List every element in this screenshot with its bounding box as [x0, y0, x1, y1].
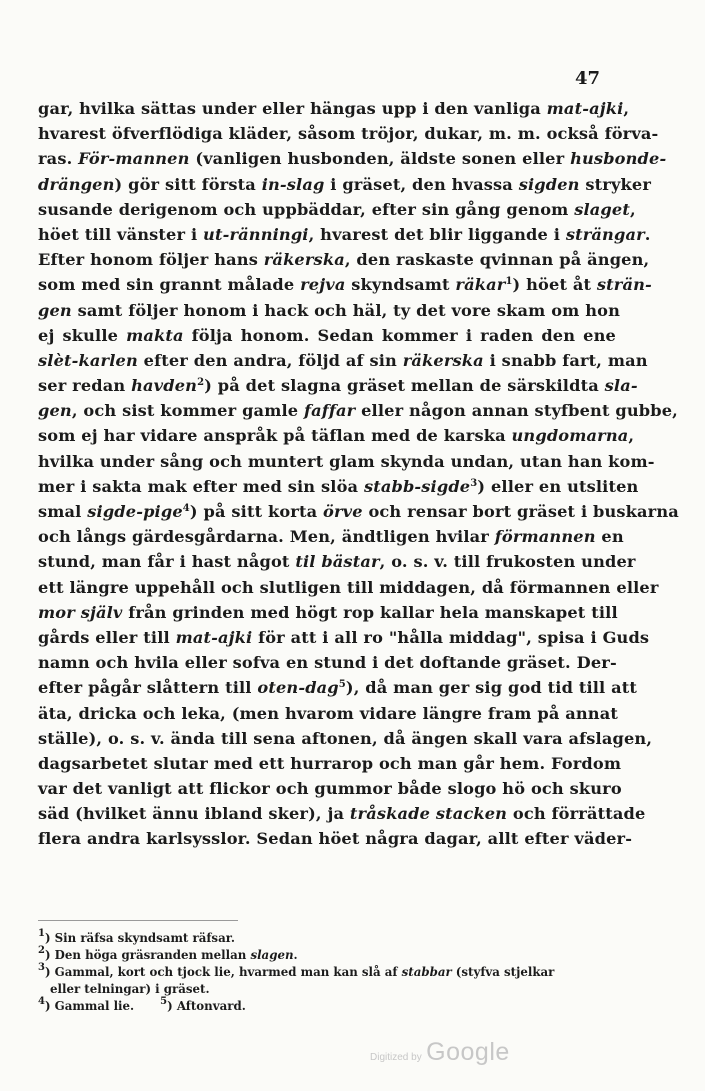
text-line	[38, 272, 652, 297]
dialect-term: För-mannen	[78, 149, 190, 169]
dialect-term: ungdomarna	[511, 426, 629, 446]
dialect-term: in-slag	[261, 174, 325, 194]
text-line	[38, 499, 679, 524]
text-run: Efter honom följer hans	[38, 250, 264, 270]
text-run: eller telningar) i gräset.	[50, 982, 210, 996]
text-run: som ej har vidare anspråk på täflan med de karska	[38, 426, 512, 446]
text-run: efter den andra, följd af sin	[137, 350, 403, 370]
text-line	[38, 575, 659, 600]
text-run: ) gör sitt första	[114, 174, 262, 194]
dialect-term: havden	[131, 376, 198, 396]
footnote-marker: 2	[38, 945, 45, 956]
text-run: samt följer honom i hack och häl, ty det vore skam om hon	[71, 300, 621, 320]
text-run: smal	[38, 502, 88, 521]
text-run: stund, man får i hast något	[38, 552, 296, 572]
text-run: .	[644, 224, 651, 244]
text-run: ) på sitt korta	[189, 502, 324, 521]
dialect-term: räkar	[455, 275, 506, 295]
text-run: ) Aftonvard.	[167, 999, 246, 1013]
text-run: ej skulle	[38, 325, 127, 345]
footnote	[38, 930, 618, 947]
text-run: , den raskaste qvinnan på ängen,	[344, 250, 650, 270]
text-line	[38, 423, 635, 448]
text-run: och förrättade	[507, 804, 646, 824]
footnote-marker: 1	[38, 928, 45, 939]
google-logo-text: Google	[426, 1038, 510, 1066]
text-run: eller någon annan styfbent gubbe,	[355, 401, 678, 421]
text-run: ser redan	[38, 376, 132, 396]
dialect-term: husbonde-	[570, 149, 667, 169]
dialect-term: sigde-pige	[87, 502, 183, 521]
footnote-marker: 2	[197, 377, 205, 389]
footnote-marker: 3	[470, 477, 478, 489]
text-run: efter pågår slåttern till	[38, 678, 258, 698]
text-line	[38, 373, 638, 398]
text-run: hvilka under sång och muntert glam skynda undan, utan han kom-	[38, 451, 655, 471]
text-run: mer i sakta mak efter med sin slöa	[38, 476, 364, 496]
text-line	[38, 121, 659, 146]
text-line	[38, 323, 616, 348]
dialect-term: räkerska	[402, 350, 484, 370]
dialect-term: gen	[38, 300, 72, 320]
text-line	[38, 600, 616, 625]
text-run: gar, hvilka sättas under eller hängas upp i den vanliga	[38, 99, 547, 118]
dialect-term: strängar	[565, 224, 645, 244]
dialect-term: rejva	[300, 275, 346, 295]
text-run: stryker	[579, 174, 651, 194]
text-run: , hvarest det blir liggande i	[308, 224, 566, 244]
text-run: (vanligen husbonden, äldste sonen eller	[189, 149, 571, 169]
text-run: äta, dricka och leka, (men hvarom vidare längre fram på annat	[38, 703, 618, 723]
text-run: i gräset, den hvassa	[324, 174, 519, 194]
digitized-watermark	[370, 1038, 510, 1067]
dialect-term: faffar	[304, 401, 356, 421]
text-line	[38, 197, 636, 222]
text-line	[38, 701, 616, 726]
dialect-term: mat-ajki	[546, 99, 624, 118]
dialect-term: slèt-karlen	[38, 350, 138, 370]
dialect-term: gen	[38, 401, 72, 421]
text-line	[38, 146, 667, 171]
text-line	[38, 474, 639, 499]
text-run: ,	[623, 99, 630, 118]
text-line	[38, 726, 653, 751]
body-text	[38, 96, 679, 852]
text-line	[38, 298, 621, 323]
dialect-term: mor själv	[38, 602, 123, 622]
text-run: ) eller en utsliten	[477, 476, 639, 496]
dialect-term: stabb-sigde	[363, 476, 471, 496]
text-run: från grinden med högt rop kallar hela manskapet till	[122, 602, 618, 622]
dialect-term: tråskade stacken	[349, 804, 508, 824]
text-run: hvarest öfverflödiga kläder, såsom tröjor, dukar, m. m. också förva-	[38, 124, 659, 144]
text-run: flera andra karlsysslor. Sedan höet några dagar, allt efter väder-	[38, 829, 633, 849]
footnote	[38, 981, 618, 998]
dialect-term: ut-ränningi	[203, 224, 309, 244]
footnote-marker: 1	[505, 276, 513, 288]
text-line	[38, 524, 624, 549]
dialect-term: örve	[323, 502, 363, 521]
dialect-term: sla-	[604, 376, 638, 396]
text-run: ) Gammal, kort och tjock lie, hvarmed man kan slå af	[44, 965, 402, 979]
dialect-term: til bästar	[295, 552, 380, 572]
text-run: säd (hvilket ännu ibland sker), ja	[38, 804, 350, 824]
dialect-term: slaget	[574, 199, 630, 219]
text-run: namn och hvila eller sofva en stund i det doftande gräset. Der-	[38, 653, 617, 673]
dialect-term: strän-	[596, 275, 652, 295]
text-run: ,	[628, 426, 635, 446]
text-run: i snabb fart, man	[483, 350, 648, 370]
text-run: , o. s. v. till frukosten under	[379, 552, 636, 572]
dialect-term: drängen	[38, 174, 115, 194]
text-line	[38, 801, 646, 826]
text-line	[38, 675, 638, 700]
dialect-term: slagen	[250, 948, 294, 962]
footnote-marker: 5	[338, 679, 346, 691]
text-line	[38, 776, 622, 801]
footnotes	[38, 930, 618, 1015]
text-run: dagsarbetet slutar med ett hurrarop och man går hem. Fordom	[38, 753, 622, 773]
text-run: ,	[629, 199, 636, 219]
text-run: höet till vänster i	[38, 224, 204, 244]
text-run: ), då man ger sig god tid till att	[345, 678, 638, 698]
text-run: ) Sin räfsa skyndsamt räfsar.	[44, 931, 235, 945]
dialect-term: förmannen	[494, 527, 596, 547]
text-run: en	[595, 527, 624, 547]
footnote-marker: 3	[38, 962, 45, 973]
text-run: ) Den höga gräsranden mellan	[44, 948, 251, 962]
footnote	[38, 947, 618, 964]
text-run: skyndsamt	[345, 275, 456, 295]
text-run: ) på det slagna gräset mellan de särskildta	[204, 376, 605, 396]
text-line	[38, 222, 651, 247]
text-line	[38, 96, 630, 121]
text-run: gårds eller till	[38, 627, 176, 647]
text-run: som med sin grannt målade	[38, 275, 301, 295]
footnote	[38, 964, 618, 981]
text-line	[38, 751, 622, 776]
watermark-prefix: Digitized by	[370, 1052, 422, 1063]
text-run: var det vanligt att flickor och gummor både slogo hö och skuro	[38, 779, 622, 799]
text-run: och rensar bort gräset i buskarna	[362, 502, 679, 521]
text-line	[38, 172, 651, 197]
dialect-term: räkerska	[263, 250, 345, 270]
footnote-marker: 5	[160, 996, 168, 1007]
text-line	[38, 549, 636, 574]
text-run: följa honom. Sedan kommer i raden den ene	[183, 325, 616, 345]
footnote-marker: 4	[38, 996, 45, 1007]
text-run: ras.	[38, 149, 79, 169]
text-run: ) höet åt	[512, 275, 597, 295]
text-run: för att i all ro "hålla middag", spisa i Guds	[252, 627, 650, 647]
footnote	[38, 998, 618, 1015]
dialect-term: stabbar	[401, 965, 452, 979]
text-line	[38, 449, 655, 474]
footnote-divider	[38, 920, 238, 921]
text-run: ställe), o. s. v. ända till sena aftonen, då ängen skall vara afslagen,	[38, 728, 653, 748]
text-run: och långs gärdesgårdarna. Men, ändtligen hvilar	[38, 527, 495, 547]
dialect-term: sigden	[518, 174, 580, 194]
text-line	[38, 348, 648, 373]
text-run: , och sist kommer gamle	[71, 401, 305, 421]
text-line	[38, 625, 650, 650]
text-line	[38, 650, 616, 675]
dialect-term: oten-dag	[257, 678, 339, 698]
text-line	[38, 247, 650, 272]
footnote-marker: 4	[182, 503, 190, 514]
text-run: susande derigenom och uppbäddar, efter sin gång genom	[38, 199, 575, 219]
text-line	[38, 826, 633, 851]
dialect-term: mat-ajki	[175, 627, 253, 647]
dialect-term: makta	[126, 325, 184, 345]
text-run: (styfva stjelkar	[451, 965, 555, 979]
text-run: ) Gammal lie.	[44, 999, 135, 1013]
text-line	[38, 398, 678, 423]
text-run: ett längre uppehåll och slutligen till middagen, då förmannen eller	[38, 577, 659, 597]
page-number: 47	[575, 68, 601, 89]
text-run: .	[293, 948, 298, 962]
